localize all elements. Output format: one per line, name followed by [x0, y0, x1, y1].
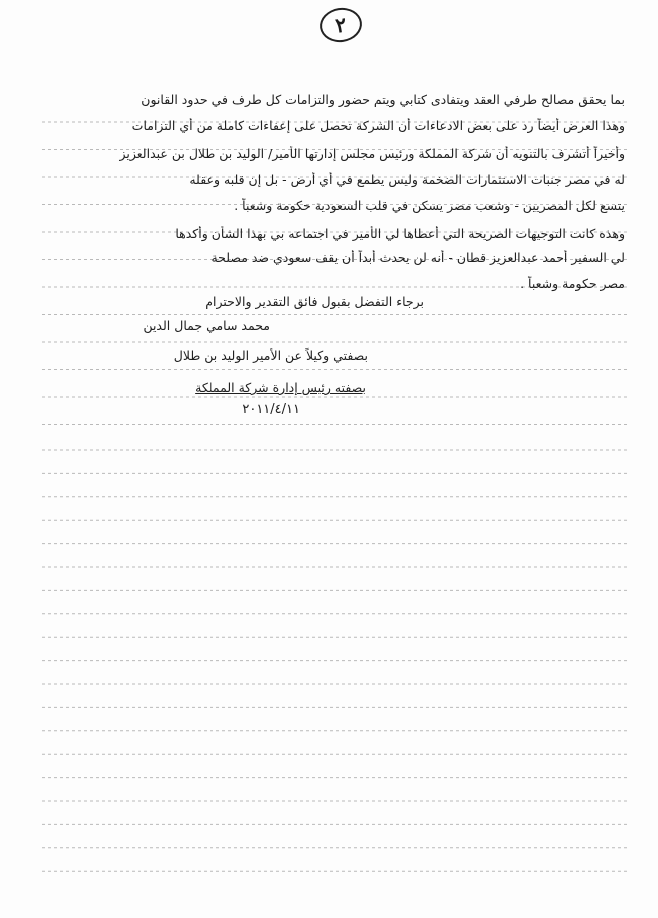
signatory-role-1: بصفتي وكيلاً عن الأمير الوليد بن طلال [173, 348, 368, 363]
signatory-role-2: بصفته رئيس إدارة شركة المملكة [195, 380, 366, 395]
closing-regards: برجاء التفضل بقبول فائق التقدير والاحترام [205, 294, 424, 309]
page-number: ٢ [318, 5, 364, 45]
letter-body-line: مصر حكومة وشعباً . [520, 276, 625, 291]
letter-body-line: له في مصر جنبات الاستثمارات الضخمة وليس يطمع في أي أرض - بل إن قلبه وعقله [189, 172, 625, 187]
letter-body-line: لي السفير أحمد عبدالعزيز قطان - أنه لن يحدث أبداً أن يقف سعودي ضد مصلحة [211, 250, 625, 265]
letter-body-line: يتسع لكل المصريين - وشعب مصر يسكن في قلب السعودية حكومة وشعباً . [234, 198, 625, 213]
letter-body-line: بما يحقق مصالح طرفي العقد ويتفادى كتابي ويتم حضور والتزامات كل طرف في حدود القانون [141, 92, 625, 107]
signatory-name: محمد سامي جمال الدين [143, 318, 270, 333]
letter-date: ٢٠١١/٤/١١ [242, 402, 300, 417]
letter-body-line: وأخيراً أتشرف بالتنويه أن شركة المملكة ورئيس مجلس إدارتها الأمير/ الوليد بن طلال بن عبدالعزيز [119, 146, 625, 161]
letter-body-line: وهذا العرض أيضاً رد على بعض الادعاءات أن الشركة تحصل على إعفاءات كاملة من أي التزامات [131, 118, 625, 133]
letter-body-line: وهذه كانت التوجيهات الصريحة التي أعطاها لي الأمير في اجتماعه بي بهذا الشأن وأكدها [175, 226, 625, 241]
